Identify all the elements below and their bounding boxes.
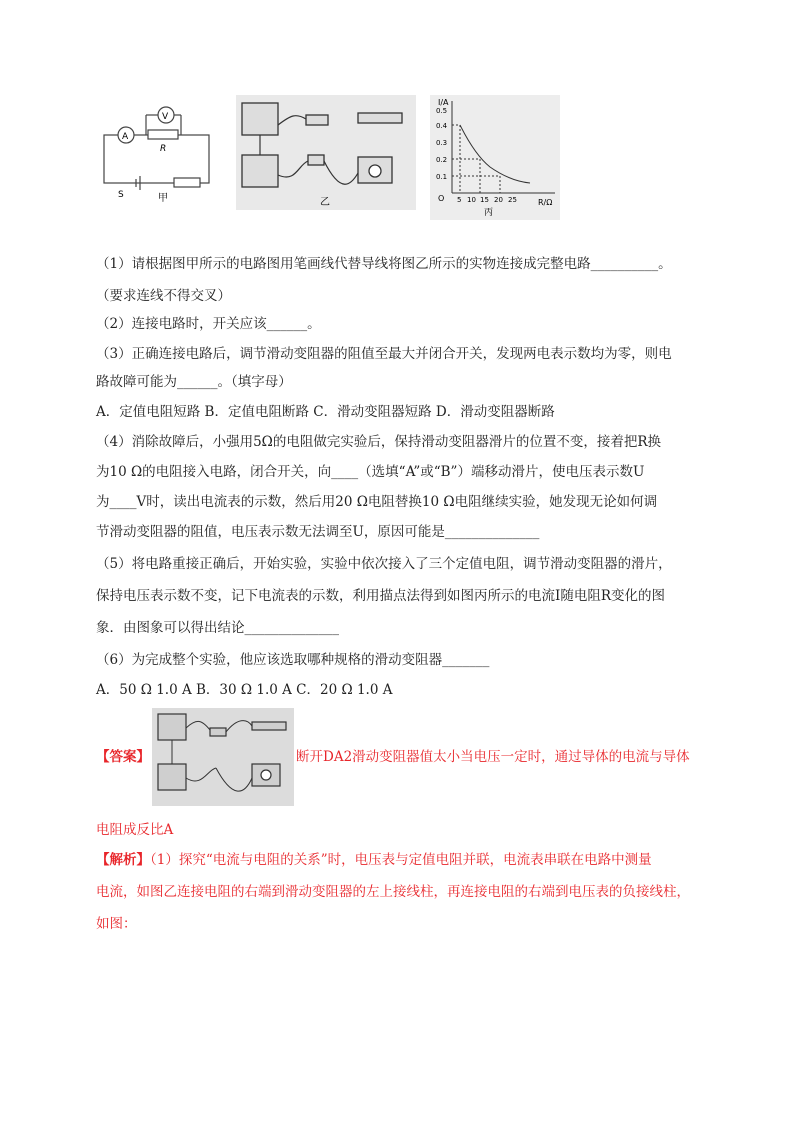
x-tick-3: 15 (480, 196, 489, 204)
question-4-line-2: 为10 Ω的电阻接入电路，闭合开关，向____（选填“A”或“B”）端移动滑片，使电压表示数U (96, 464, 645, 480)
question-3-line-2: 路故障可能为______。（填字母） (96, 374, 292, 390)
question-3-options: A．定值电阻短路 B．定值电阻断路 C．滑动变阻器短路 D．滑动变阻器断路 (96, 404, 555, 420)
question-4-line-1: （4）消除故障后，小强用5Ω的电阻做完实验后，保持滑动变阻器滑片的位置不变，接着把R换 (96, 434, 662, 450)
answer-circuit-photo (152, 708, 294, 806)
x-tick-1: 5 (457, 196, 462, 204)
analysis-tag: 【解析】 (96, 852, 150, 868)
y-tick-3: 0.3 (436, 139, 448, 147)
question-5-line-2: 保持电压表示数不变，记下电流表的示数，利用描点法得到如图丙所示的电流I随电阻R变化的图 (96, 588, 665, 604)
answer-text-line-1: 断开DA2滑动变阻器值太小当电压一定时，通过导体的电流与导体 (296, 749, 690, 765)
x-axis-label: R/Ω (538, 198, 553, 207)
fig-yi-label: 乙 (320, 197, 330, 208)
origin-label: O (438, 194, 445, 203)
question-5-line-3: 象．由图象可以得出结论______________ (96, 620, 339, 636)
switch-label: S (118, 190, 124, 200)
question-2: （2）连接电路时，开关应该______。 (96, 316, 321, 332)
y-axis-label: I/A (438, 98, 449, 107)
apparatus-photo-yi (236, 95, 416, 210)
circuit-diagram-jia (96, 95, 221, 205)
question-1-line-1: （1）请根据图甲所示的电路图用笔画线代替导线将图乙所示的实物连接成完整电路__________。 (96, 256, 672, 272)
question-4-line-3: 为____V时，读出电流表的示数，然后用20 Ω电阻替换10 Ω电阻继续实验，她发现无论如何调 (96, 494, 658, 510)
fig-jia-label: 甲 (158, 193, 168, 204)
x-tick-4: 20 (494, 196, 503, 204)
x-tick-5: 25 (508, 196, 517, 204)
y-tick-5: 0.1 (436, 173, 448, 181)
question-6-options: A．50 Ω 1.0 A B．30 Ω 1.0 A C．20 Ω 1.0 A (96, 682, 393, 698)
analysis-line-2: 电流，如图乙连接电阻的右端到滑动变阻器的左上接线柱，再连接电阻的右端到电压表的负接线柱， (96, 884, 690, 900)
y-tick-1: 0.5 (436, 107, 448, 115)
answer-text-line-2: 电阻成反比A (96, 822, 174, 838)
analysis-text-1: （1）探究“电流与电阻的关系”时，电压表与定值电阻并联，电流表串联在电路中测量 (150, 852, 652, 868)
question-1-line-2: （要求连线不得交叉） (96, 288, 231, 304)
x-tick-2: 10 (467, 196, 476, 204)
ammeter-symbol: A (122, 132, 129, 142)
y-tick-4: 0.2 (436, 156, 448, 164)
resistor-label: R (160, 144, 167, 154)
question-4-line-4: 节滑动变阻器的阻值，电压表示数无法调至U，原因可能是______________ (96, 524, 540, 540)
analysis-line-3: 如图： (96, 916, 137, 932)
answer-tag: 【答案】 (96, 749, 150, 765)
y-tick-2: 0.4 (436, 122, 448, 130)
voltmeter-symbol: V (162, 112, 169, 122)
analysis-line-1 (96, 850, 652, 870)
question-3-line-1: （3）正确连接电路后，调节滑动变阻器的阻值至最大并闭合开关，发现两电表示数均为零，则电 (96, 346, 672, 362)
question-6: （6）为完成整个实验，他应该选取哪种规格的滑动变阻器_______ (96, 652, 490, 668)
fig-bing-label: 丙 (484, 208, 494, 218)
graph-bing (430, 95, 560, 220)
question-5-line-1: （5）将电路重接正确后，开始实验，实验中依次接入了三个定值电阻，调节滑动变阻器的滑片， (96, 556, 672, 572)
